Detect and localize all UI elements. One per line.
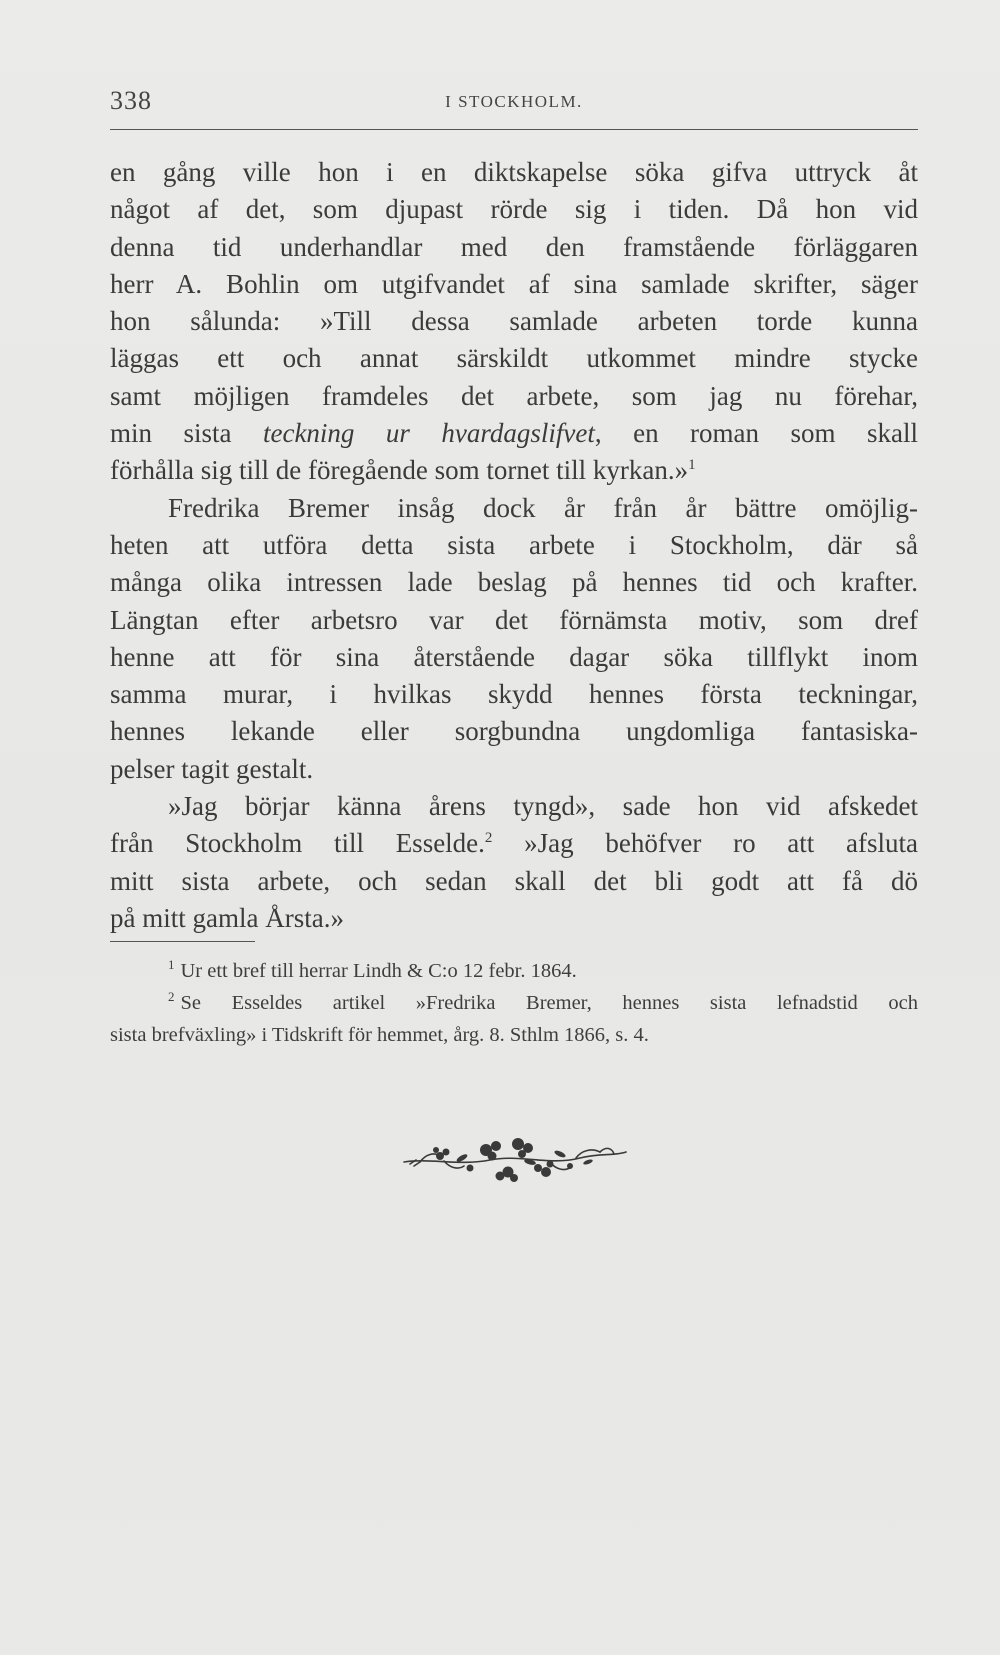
- text-line: många olika intressen lade beslag på hennes tid och krafter.: [110, 567, 918, 598]
- footnote-marker: 2: [168, 989, 175, 1005]
- header-rule: [110, 129, 918, 130]
- page-number: 338: [110, 86, 152, 115]
- footnote-rule: [110, 941, 255, 942]
- footnote-marker: 1: [168, 957, 175, 973]
- text-line: [110, 788, 918, 825]
- text-line: mitt sista arbete, och sedan skall det bli godt att få dö: [110, 865, 918, 896]
- text-segment: förhålla sig till de föregående som tornet till kyrkan.»: [110, 455, 689, 486]
- footnote-continuation: sista brefväxling» i Tidskrift för hemmet, årg. 8. Sthlm 1866, s. 4.: [110, 1024, 649, 1046]
- text-line: Längtan efter arbetsro var det förnämsta motiv, som dref: [110, 604, 918, 635]
- text-line: denna tid underhandlar med den framstående förläggaren: [110, 231, 918, 262]
- footnote-text: Ur ett bref till herrar Lindh & C:o 12 febr. 1864.: [180, 960, 577, 982]
- italic-title: teckning ur hvardagslifvet: [262, 418, 595, 449]
- text-line: hennes lekande eller sorgbundna ungdomliga fantasiska-: [110, 716, 918, 747]
- text-line: samt möjligen framdeles det arbete, som jag nu förehar,: [110, 380, 918, 411]
- text-line: något af det, som djupast rörde sig i tiden. Då hon vid: [110, 194, 918, 225]
- text-line: hon sålunda: »Till dessa samlade arbeten torde kunna: [110, 306, 918, 337]
- text-line: en gång ville hon i en diktskapelse söka gifva uttryck åt: [110, 157, 918, 187]
- text-line: Fredrika Bremer insåg dock år från år bättre omöjlig-: [168, 492, 918, 523]
- footnote-text: Se Esseldes artikel »Fredrika Bremer, hennes sista lefnadstid och: [180, 992, 918, 1014]
- text-line: herr A. Bohlin om utgifvandet af sina samlade skrifter, säger: [110, 268, 918, 299]
- text-segment: , en roman som skall: [594, 418, 918, 449]
- text-line: [110, 415, 918, 452]
- footnote: [110, 987, 918, 1019]
- text-line: pelser tagit gestalt.: [110, 753, 314, 784]
- text-segment: »Jag behöfver ro att afsluta: [492, 828, 919, 859]
- footnote: [110, 955, 918, 987]
- text-line: [110, 825, 918, 862]
- text-line: samma murar, i hvilkas skydd hennes första teckningar,: [110, 679, 918, 710]
- running-head: I STOCKHOLM.: [445, 92, 583, 111]
- text-line: läggas ett och annat särskildt utkommet mindre stycke: [110, 343, 918, 374]
- page-header: [110, 86, 918, 126]
- text-line: [110, 452, 918, 489]
- text-line: henne att för sina återstående dagar söka tillflykt inom: [110, 641, 918, 672]
- floral-vignette-icon: [400, 1128, 630, 1194]
- body-text: [110, 154, 918, 937]
- text-segment: »Jag börjar känna årens tyngd», sade hon vid afskedet: [168, 791, 918, 822]
- text-line: på mitt gamla Årsta.»: [110, 902, 344, 933]
- footnote-ref: 2: [484, 830, 493, 847]
- footnote-ref: 1: [688, 457, 696, 474]
- text-segment: från Stockholm till Esselde.: [110, 828, 485, 859]
- text-segment: min sista: [110, 418, 263, 449]
- text-line: heten att utföra detta sista arbete i Stockholm, där så: [110, 529, 918, 560]
- footnotes: [110, 955, 918, 1051]
